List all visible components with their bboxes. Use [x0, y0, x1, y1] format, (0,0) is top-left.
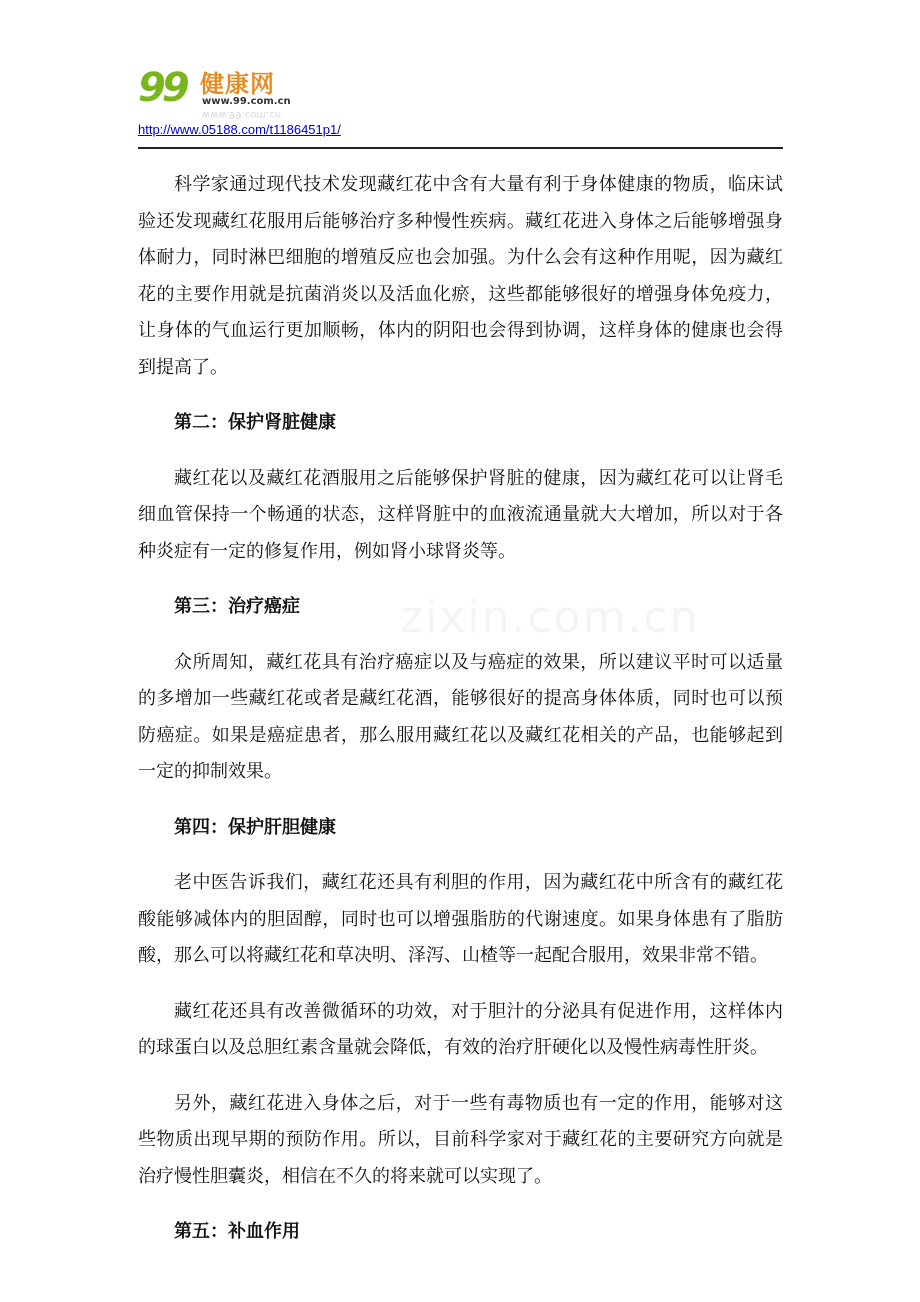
logo-url-reflection: www.99.com.cn	[202, 109, 282, 120]
logo-name: 健康网	[200, 70, 275, 98]
section-paragraph-kidney: 藏红花以及藏红花酒服用之后能够保护肾脏的健康，因为藏红花可以让肾毛细血管保持一个畅通的状态，这样肾脏中的血液流通量就大大增加，所以对于各种炎症有一定的修复作用，例如肾小球肾炎等。	[138, 467, 783, 562]
site-logo[interactable]	[138, 64, 398, 120]
page-header	[138, 64, 783, 150]
section-paragraph-liver-1: 老中医告诉我们，藏红花还具有利胆的作用，因为藏红花中所含有的藏红花酸能够减体内的胆固醇，同时也可以增强脂肪的代谢速度。如果身体患有了脂肪酸，那么可以将藏红花和草决明、泽泻、山楂等一起配合服用，效果非常不错。	[138, 872, 783, 966]
section-paragraph-liver-3: 另外，藏红花进入身体之后，对于一些有毒物质也有一定的作用，能够对这些物质出现早期的预防作用。所以，目前科学家对于藏红花的主要研究方向就是治疗慢性胆囊炎，相信在不久的将来就可以实现了。	[138, 1092, 783, 1187]
section-heading-cancer: 第三：治疗癌症	[174, 596, 300, 617]
logo-url: www.99.com.cn	[202, 96, 291, 107]
section-paragraph-cancer: 众所周知，藏红花具有治疗癌症以及与癌症的效果，所以建议平时可以适量的多增加一些藏红花或者是藏红花酒，能够很好的提高身体体质，同时也可以预防癌症。如果是癌症患者，那么服用藏红花以及藏红花相关的产品，也能够起到一定的抑制效果。	[138, 651, 783, 782]
header-divider	[138, 147, 783, 149]
section-paragraph-liver-2: 藏红花还具有改善微循环的功效，对于胆汁的分泌具有促进作用，这样体内的球蛋白以及总胆红素含量就会降低，有效的治疗肝硬化以及慢性病毒性肝炎。	[138, 1000, 783, 1058]
article-body	[138, 167, 783, 1251]
section-heading-kidney: 第二：保护肾脏健康	[174, 412, 336, 433]
intro-paragraph: 科学家通过现代技术发现藏红花中含有大量有利于身体健康的物质，临床试验还发现藏红花服用后能够治疗多种慢性疾病。藏红花进入身体之后能够增强身体耐力，同时淋巴细胞的增殖反应也会加强。为什么会有这种作用呢，因为藏红花的主要作用就是抗菌消炎以及活血化瘀，这些都能够很好的增强身体免疫力，让身体的气血运行更加顺畅，体内的阴阳也会得到协调，这样身体的健康也会得到提高了。	[138, 174, 783, 378]
logo-number: 99	[138, 65, 186, 111]
section-heading-blood: 第五：补血作用	[174, 1221, 300, 1242]
source-link[interactable]: http://www.05188.com/t1186451p1/	[138, 122, 341, 137]
section-heading-liver: 第四：保护肝胆健康	[174, 816, 336, 838]
